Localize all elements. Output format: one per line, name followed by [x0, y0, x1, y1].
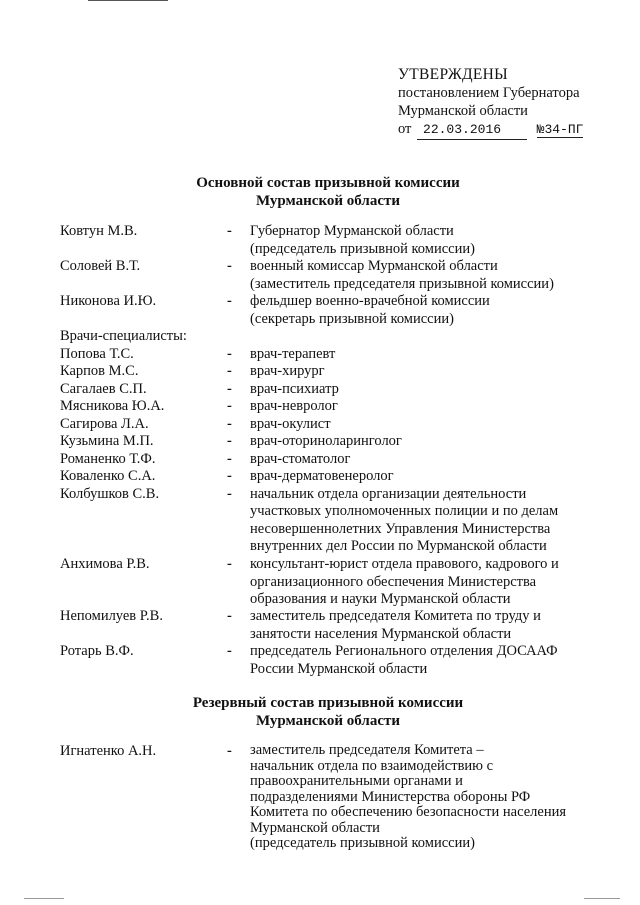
dash: - — [227, 485, 232, 502]
approval-date-line — [398, 120, 634, 140]
role-line: начальник отдела по взаимодействию с — [250, 757, 494, 774]
role-line: врач-дерматовенеролог — [250, 468, 394, 484]
reserve-title-line-1: Резервный состав призывной комиссии — [192, 695, 464, 711]
role-line: (председатель призывной комиссии) — [250, 240, 475, 257]
scan-mark-bottom-right — [584, 898, 620, 899]
main-title-line-1: Основной состав призывной комиссии — [196, 175, 460, 191]
role-line: начальник отдела организации деятельности — [250, 485, 527, 502]
role-line: заместитель председателя Комитета по труду и — [250, 608, 541, 624]
reserve-title-line-2: Мурманской области — [255, 713, 401, 729]
role-line: участковых уполномоченных полиции и по делам — [250, 503, 559, 519]
dash: - — [227, 258, 232, 274]
role-line: (секретарь призывной комиссии) — [250, 310, 454, 327]
approval-block — [398, 66, 634, 140]
role-line: правоохранительными органами и — [250, 773, 463, 789]
doctor-role — [250, 346, 620, 364]
member-name: Никонова И.Ю. — [60, 293, 157, 309]
doctor-role — [250, 433, 620, 451]
role-line: врач-терапевт — [250, 345, 336, 362]
member-name: Игнатенко А.Н. — [60, 743, 157, 759]
role-line: внутренних дел России по Мурманской области — [250, 538, 547, 554]
dash: - — [227, 468, 232, 484]
doctor-role — [250, 363, 620, 381]
doctor-name: Сагирова Л.А. — [60, 415, 149, 432]
approval-heading: УТВЕРЖДЕНЫ — [398, 66, 508, 83]
member-name: Ротарь В.Ф. — [60, 643, 134, 659]
dash: - — [227, 415, 232, 432]
member-name: Непомилуев Р.В. — [60, 608, 163, 624]
role-line: врач-психиатр — [250, 380, 339, 397]
role-line: Мурманской области — [250, 819, 380, 836]
dash: - — [227, 743, 232, 759]
approval-from-label: от — [398, 121, 412, 137]
scan-mark-top — [88, 0, 168, 1]
dash: - — [227, 345, 232, 362]
doctor-role — [250, 398, 620, 416]
role-line: Губернатор Мурманской области — [250, 223, 454, 239]
main-section-title — [60, 174, 596, 210]
dash: - — [227, 608, 232, 624]
doctor-role — [250, 381, 620, 399]
role-line: военный комиссар Мурманской области — [250, 258, 498, 274]
role-line: консультант-юрист отдела правового, кадрового и — [250, 556, 559, 572]
role-line: занятости населения Мурманской области — [250, 625, 512, 642]
dash: - — [227, 556, 232, 572]
approval-line-2: Мурманской области — [398, 103, 528, 119]
member-name: Анхимова Р.В. — [60, 556, 150, 572]
approval-date: 22.03.2016 — [417, 121, 527, 140]
doctor-role — [250, 451, 620, 469]
doctor-name: Сагалаев С.П. — [60, 380, 147, 397]
role-line: врач-окулист — [250, 415, 331, 432]
reserve-section-title — [60, 694, 596, 730]
member-role — [250, 486, 620, 556]
role-line: подразделениями Министерства обороны РФ — [250, 788, 531, 805]
role-line: врач-невролог — [250, 398, 338, 414]
member-role — [250, 258, 620, 293]
role-line: председатель Регионального отделения ДОСААФ — [250, 643, 558, 659]
doctor-name: Кузьмина М.П. — [60, 433, 154, 449]
doctor-name: Романенко Т.Ф. — [60, 450, 156, 467]
role-line: образования и науки Мурманской области — [250, 591, 511, 607]
doctor-name: Карпов М.С. — [60, 363, 139, 379]
approval-number: №34-ПГ — [536, 122, 584, 137]
main-title-line-2: Мурманской области — [255, 193, 401, 209]
dash: - — [227, 398, 232, 414]
role-line: заместитель председателя Комитета – — [250, 742, 484, 758]
dash: - — [227, 433, 232, 449]
doctor-role — [250, 416, 620, 434]
dash: - — [227, 643, 232, 659]
approval-line-1: постановлением Губернатора — [398, 85, 580, 101]
role-line: организационного обеспечения Министерства — [250, 573, 537, 590]
doctor-role — [250, 468, 620, 486]
doctor-name: Мясникова Ю.А. — [60, 398, 165, 414]
role-line: России Мурманской области — [250, 660, 428, 677]
member-role — [250, 223, 620, 258]
member-name: Ковтун М.В. — [60, 223, 138, 239]
role-line: врач-стоматолог — [250, 450, 351, 467]
dash: - — [227, 380, 232, 397]
member-name: Соловей В.Т. — [60, 258, 141, 274]
member-name: Колбушков С.В. — [60, 485, 160, 502]
role-line: (заместитель председателя призывной комиссии) — [250, 275, 554, 292]
doctor-name: Коваленко С.А. — [60, 468, 156, 484]
role-line: врач-хирург — [250, 363, 325, 379]
role-line: врач-оториноларинголог — [250, 433, 402, 449]
doctor-name: Попова Т.С. — [60, 345, 134, 362]
scan-mark-bottom-left — [24, 898, 64, 899]
dash: - — [227, 363, 232, 379]
member-role — [250, 743, 620, 852]
role-line: несовершеннолетних Управления Министерства — [250, 520, 551, 537]
dash: - — [227, 450, 232, 467]
role-line: (председатель призывной комиссии) — [250, 835, 475, 851]
dash: - — [227, 293, 232, 309]
member-role — [250, 293, 620, 328]
role-line: Комитета по обеспечению безопасности населения — [250, 804, 567, 820]
member-role — [250, 608, 620, 643]
dash: - — [227, 223, 232, 239]
role-line: фельдшер военно-врачебной комиссии — [250, 293, 490, 309]
member-role — [250, 643, 620, 678]
doctors-label: Врачи-специалисты: — [60, 328, 187, 344]
member-role — [250, 556, 620, 609]
